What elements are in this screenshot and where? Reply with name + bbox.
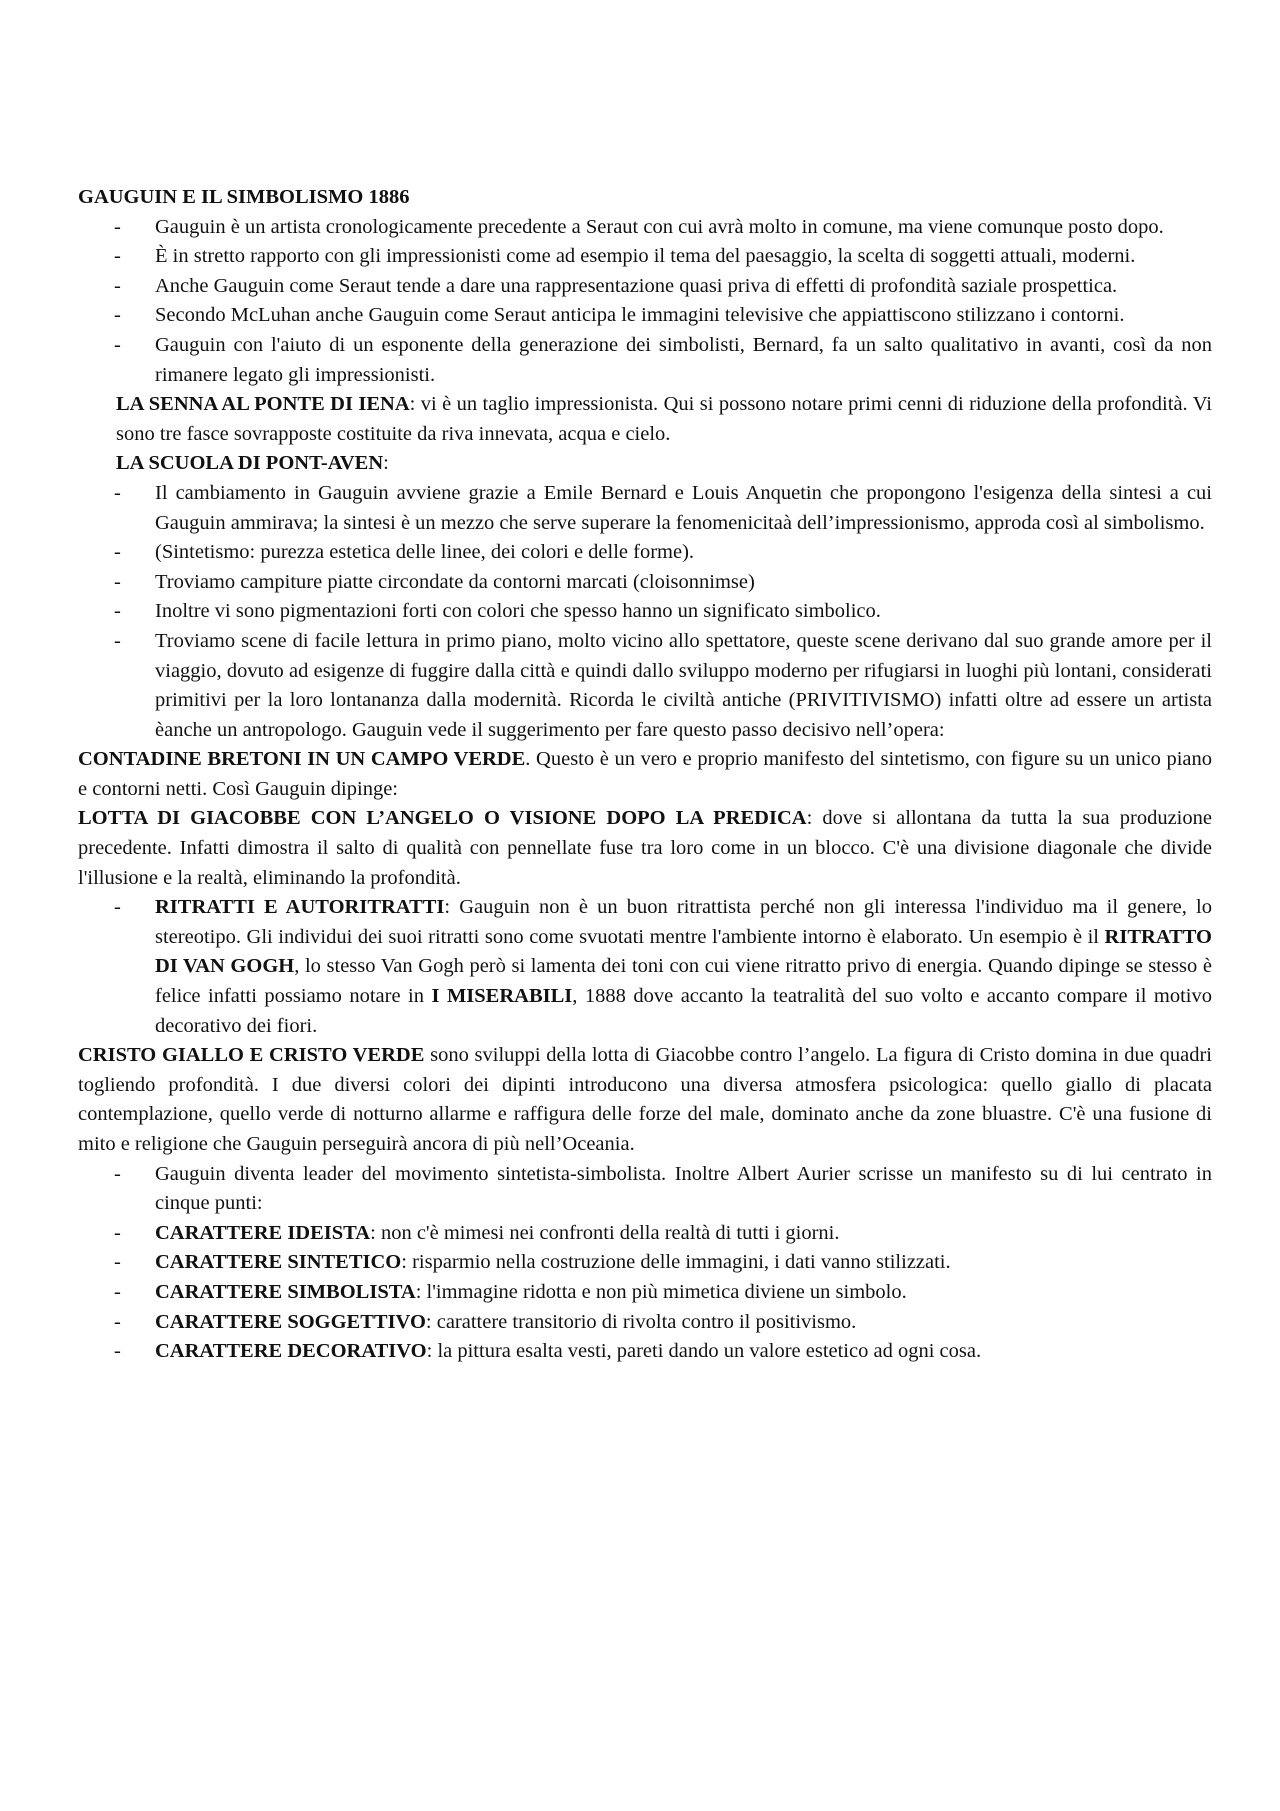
list-item — [78, 1219, 1212, 1249]
bullet-mark: - — [114, 481, 121, 504]
list-item — [78, 213, 1212, 243]
cristo-heading: CRISTO GIALLO E CRISTO VERDE — [78, 1044, 425, 1067]
carattere-heading: CARATTERE SINTETICO — [155, 1251, 402, 1274]
list-item-text: Anche Gauguin come Seraut tende a dare una rappresentazione quasi priva di effetti di profondità saziale prospettica. — [155, 274, 1118, 297]
lotta-heading: LOTTA DI GIACOBBE CON L’ANGELO O VISIONE DOPO LA PREDICA — [78, 807, 807, 830]
scuola-text: : — [383, 452, 389, 475]
carattere-heading: CARATTERE SOGGETTIVO — [155, 1310, 426, 1333]
carattere-text: : l'immagine ridotta e non più mimetica diviene un simbolo. — [415, 1280, 907, 1303]
cristo-text: sono sviluppi della lotta di Giacobbe contro l’angelo. La figura di Cristo domina in due quadri togliendo profondità. I due diversi colori dei dipinti introducono una diversa atmosfera psicologica: quello giallo di placata contemplazione, quello verde di notturno allarme e raffigura delle forze del male, dominato anche da zone bluastre. C'è una fusione di mito e religione che Gauguin perseguirà ancora di più nell’Oceania. — [78, 1044, 1212, 1155]
scuola-heading: LA SCUOLA DI PONT-AVEN — [116, 452, 384, 475]
carattere-text: : non c'è mimesi nei confronti della realtà di tutti i giorni. — [370, 1221, 840, 1244]
list-item — [78, 301, 1212, 331]
bullet-mark: - — [114, 215, 121, 238]
bullet-mark: - — [114, 1221, 121, 1244]
list-item — [78, 568, 1212, 598]
bullet-mark: - — [114, 1162, 121, 1185]
list-item-text: Troviamo scene di facile lettura in primo piano, molto vicino allo spettatore, queste scene derivano dal suo grande amore per il viaggio, dovuto ad esigenze di fuggire dalla città e quindi dallo sviluppo moderno per rifugiarsi in luoghi più lontani, considerati primitivi per la loro lontananza dalla modernità. Ricorda le civiltà antiche (PRIVITIVISMO) infatti oltre ad essere un artista èanche un antropologo. Gauguin vede il suggerimento per fare questo passo decisivo nell’opera: — [155, 629, 1212, 741]
list-item — [78, 242, 1212, 272]
van-gogh-heading: RITRATTO DI VAN GOGH — [155, 925, 1212, 978]
contadine-heading: CONTADINE BRETONI IN UN CAMPO VERDE — [78, 748, 526, 771]
bullet-mark: - — [114, 333, 121, 356]
senna-paragraph — [78, 390, 1212, 449]
ritratti-text-3: , 1888 dove accanto la teatralità del suo volto e accanto compare il motivo decorativo dei fiori. — [155, 985, 1212, 1037]
list-item-text: È in stretto rapporto con gli impressionisti come ad esempio il tema del paesaggio, la scelta di soggetti attuali, moderni. — [155, 245, 1136, 268]
ritratti-heading: RITRATTI E AUTORITRATTI — [155, 896, 445, 919]
carattere-text: : carattere transitorio di rivolta contro il positivismo. — [425, 1310, 857, 1333]
leader-text: Gauguin diventa leader del movimento sintetista-simbolista. Inoltre Albert Aurier scrisse un manifesto su di lui centrato in cinque punti: — [155, 1162, 1212, 1215]
miserabili-heading: I MISERABILI — [431, 985, 573, 1008]
list-item — [78, 1278, 1212, 1308]
list-item — [78, 893, 1212, 1041]
caratteri-list — [78, 1160, 1212, 1367]
bullet-mark: - — [114, 1251, 121, 1274]
ritratti-text-1: : Gauguin non è un buon ritrattista perché non gli interessa l'individuo ma il genere, lo stereotipo. Gli individui dei suoi ritratti sono come svuotati mentre l'ambiente intorno è elaborato. Un esempio è il — [155, 896, 1212, 948]
bullet-mark: - — [114, 629, 121, 652]
senna-text: : vi è un taglio impressionista. Qui si possono notare primi cenni di riduzione della profondità. Vi sono tre fasce sovrapposte costituite da riva innevata, acqua e cielo. — [116, 393, 1212, 445]
list-item — [78, 479, 1212, 538]
list-item-text: Il cambiamento in Gauguin avviene grazie a Emile Bernard e Louis Anquetin che propongono l'esigenza della sintesi a cui Gauguin ammirava; la sintesi è un mezzo che serve superare la fenomenicitaà dell’impressionismo, approda così al simbolismo. — [155, 481, 1212, 534]
bullet-mark: - — [114, 896, 121, 919]
list-item — [78, 272, 1212, 302]
scuola-list — [78, 479, 1212, 745]
list-item-text: (Sintetismo: purezza estetica delle linee, dei colori e delle forme). — [155, 541, 695, 564]
lotta-paragraph — [78, 804, 1212, 893]
bullet-mark: - — [114, 541, 121, 564]
list-item — [78, 1337, 1212, 1367]
list-item — [78, 1248, 1212, 1278]
carattere-heading: CARATTERE DECORATIVO — [155, 1340, 427, 1363]
list-item — [78, 1160, 1212, 1219]
document-title: GAUGUIN E IL SIMBOLISMO 1886 — [78, 186, 410, 208]
list-item-text: Troviamo campiture piatte circondate da contorni marcati (cloisonnimse) — [155, 570, 755, 593]
contadine-text: . Questo è un vero e proprio manifesto del sintetismo, con figure su un unico piano e contorni netti. Così Gauguin dipinge: — [78, 748, 1212, 800]
list-item-text: Secondo McLuhan anche Gauguin come Seraut anticipa le immagini televisive che appiattiscono stilizzano i contorni. — [155, 304, 1125, 327]
carattere-text: : risparmio nella costruzione delle immagini, i dati vanno stilizzati. — [401, 1251, 951, 1274]
cristo-paragraph — [78, 1041, 1212, 1159]
list-item — [78, 1308, 1212, 1338]
bullet-mark: - — [114, 570, 121, 593]
list-item — [78, 331, 1212, 390]
list-item — [78, 627, 1212, 745]
list-item — [78, 538, 1212, 568]
list-item-text: Gauguin con l'aiuto di un esponente della generazione dei simbolisti, Bernard, fa un salto qualitativo in avanti, così da non rimanere legato gli impressionisti. — [155, 333, 1212, 386]
bullet-mark: - — [114, 1280, 121, 1303]
ritratti-list — [78, 893, 1212, 1041]
document-page — [78, 183, 1212, 1367]
scuola-paragraph — [78, 449, 1212, 479]
carattere-heading: CARATTERE IDEISTA — [155, 1221, 371, 1244]
bullet-mark: - — [114, 1340, 121, 1363]
bullet-mark: - — [114, 600, 121, 623]
list-item-text: Gauguin è un artista cronologicamente precedente a Seraut con cui avrà molto in comune, ma viene comunque posto dopo. — [155, 215, 1164, 238]
contadine-paragraph — [78, 745, 1212, 804]
ritratti-text-2: , lo stesso Van Gogh però si lamenta dei toni con cui viene ritratto privo di energia. Quando dipinge se stesso è felice infatti possiamo notare in — [155, 955, 1212, 1008]
bullet-mark: - — [114, 1310, 121, 1333]
carattere-text: : la pittura esalta vesti, pareti dando un valore estetico ad ogni cosa. — [426, 1340, 982, 1363]
intro-list — [78, 213, 1212, 391]
list-item — [78, 597, 1212, 627]
senna-heading: LA SENNA AL PONTE DI IENA — [116, 393, 410, 416]
bullet-mark: - — [114, 304, 121, 327]
lotta-text: : dove si allontana da tutta la sua produzione precedente. Infatti dimostra il salto di qualità con pennellate fuse tra loro come in un blocco. C'è una divisione diagonale che divide l'illusione e la realtà, eliminando la profondità. — [78, 807, 1212, 889]
carattere-heading: CARATTERE SIMBOLISTA — [155, 1280, 416, 1303]
bullet-mark: - — [114, 245, 121, 268]
bullet-mark: - — [114, 274, 121, 297]
list-item-text: Inoltre vi sono pigmentazioni forti con colori che spesso hanno un significato simbolico. — [155, 600, 881, 623]
